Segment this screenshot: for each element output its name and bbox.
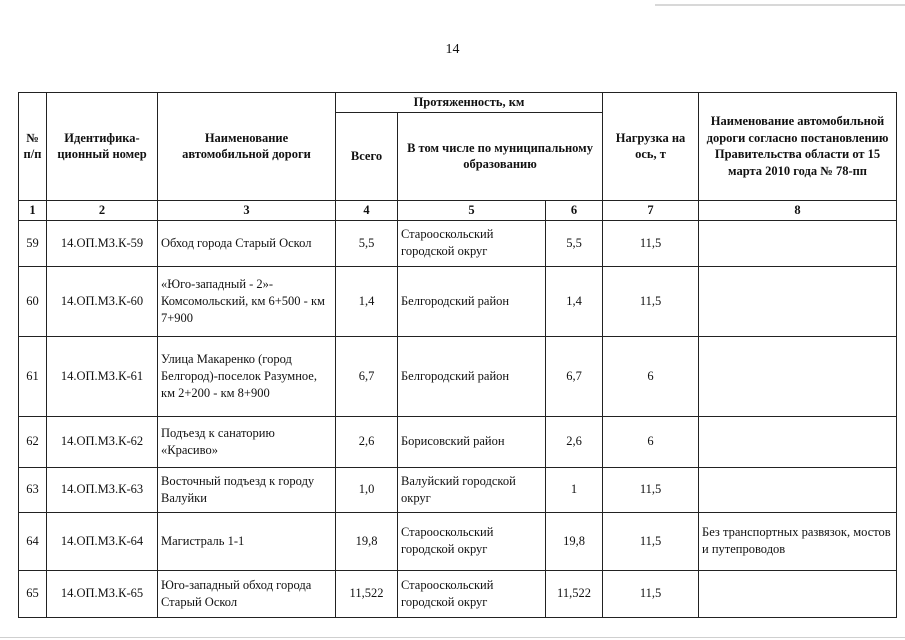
cell-name: Обход города Старый Оскол	[158, 220, 336, 266]
cell-mun-length: 19,8	[546, 512, 603, 570]
col-number: 2	[47, 200, 158, 220]
cell-mun-length: 1	[546, 467, 603, 512]
cell-decree	[699, 266, 897, 336]
header-incl: В том числе по муниципальному образованию	[398, 112, 603, 200]
cell-id: 14.ОП.МЗ.К-65	[47, 570, 158, 617]
cell-num: 64	[19, 512, 47, 570]
col-number: 3	[158, 200, 336, 220]
cell-municipality: Белгородский район	[398, 336, 546, 416]
cell-decree	[699, 570, 897, 617]
col-number: 5	[398, 200, 546, 220]
cell-municipality: Валуйский городской округ	[398, 467, 546, 512]
cell-id: 14.ОП.МЗ.К-63	[47, 467, 158, 512]
col-number: 4	[336, 200, 398, 220]
cell-total: 5,5	[336, 220, 398, 266]
cell-mun-length: 5,5	[546, 220, 603, 266]
cell-decree	[699, 220, 897, 266]
cell-load: 11,5	[603, 266, 699, 336]
cell-municipality: Старооскольский городской округ	[398, 570, 546, 617]
cell-load: 11,5	[603, 512, 699, 570]
cell-decree	[699, 336, 897, 416]
cell-id: 14.ОП.МЗ.К-62	[47, 416, 158, 467]
cell-mun-length: 1,4	[546, 266, 603, 336]
cell-municipality: Старооскольский городской округ	[398, 512, 546, 570]
scan-artifact-top	[655, 4, 905, 6]
cell-name: Магистраль 1-1	[158, 512, 336, 570]
cell-num: 62	[19, 416, 47, 467]
cell-num: 65	[19, 570, 47, 617]
table-row	[19, 416, 897, 467]
roads-table	[18, 92, 897, 618]
cell-total: 1,0	[336, 467, 398, 512]
cell-name: Подъезд к санаторию «Красиво»	[158, 416, 336, 467]
cell-municipality: Старооскольский городской округ	[398, 220, 546, 266]
header-name: Наименование автомобильной дороги	[158, 93, 336, 201]
table-row	[19, 220, 897, 266]
table-row	[19, 467, 897, 512]
header-length-group: Протяженность, км	[336, 93, 603, 113]
table-row	[19, 570, 897, 617]
cell-load: 11,5	[603, 570, 699, 617]
cell-num: 63	[19, 467, 47, 512]
cell-decree	[699, 416, 897, 467]
cell-total: 2,6	[336, 416, 398, 467]
cell-municipality: Борисовский район	[398, 416, 546, 467]
cell-num: 60	[19, 266, 47, 336]
header-id: Идентифика-ционный номер	[47, 93, 158, 201]
cell-load: 11,5	[603, 467, 699, 512]
cell-municipality: Белгородский район	[398, 266, 546, 336]
cell-total: 11,522	[336, 570, 398, 617]
cell-name: «Юго-западный - 2»- Комсомольский, км 6+500 - км 7+900	[158, 266, 336, 336]
header-load: Нагрузка на ось, т	[603, 93, 699, 201]
table-row	[19, 512, 897, 570]
cell-name: Восточный подъезд к городу Валуйки	[158, 467, 336, 512]
cell-name: Улица Макаренко (город Белгород)-поселок Разумное, км 2+200 - км 8+900	[158, 336, 336, 416]
cell-load: 6	[603, 336, 699, 416]
page-number: 14	[445, 42, 460, 57]
cell-name: Юго-западный обход города Старый Оскол	[158, 570, 336, 617]
cell-num: 61	[19, 336, 47, 416]
col-number: 8	[699, 200, 897, 220]
col-number: 6	[546, 200, 603, 220]
cell-decree: Без транспортных развязок, мостов и путепроводов	[699, 512, 897, 570]
cell-id: 14.ОП.МЗ.К-61	[47, 336, 158, 416]
col-number: 1	[19, 200, 47, 220]
col-number: 7	[603, 200, 699, 220]
cell-total: 6,7	[336, 336, 398, 416]
scan-artifact-bottom	[0, 637, 905, 638]
cell-mun-length: 2,6	[546, 416, 603, 467]
header-num: № п/п	[19, 93, 47, 201]
cell-load: 11,5	[603, 220, 699, 266]
cell-num: 59	[19, 220, 47, 266]
cell-mun-length: 11,522	[546, 570, 603, 617]
table-row	[19, 336, 897, 416]
cell-total: 19,8	[336, 512, 398, 570]
cell-mun-length: 6,7	[546, 336, 603, 416]
cell-load: 6	[603, 416, 699, 467]
cell-id: 14.ОП.МЗ.К-64	[47, 512, 158, 570]
cell-decree	[699, 467, 897, 512]
cell-id: 14.ОП.МЗ.К-60	[47, 266, 158, 336]
table-row	[19, 266, 897, 336]
header-decree: Наименование автомобильной дороги согласно постановлению Правительства области от 15 марта 2010 года № 78-пп	[699, 93, 897, 201]
cell-id: 14.ОП.МЗ.К-59	[47, 220, 158, 266]
cell-total: 1,4	[336, 266, 398, 336]
header-total: Всего	[336, 112, 398, 200]
